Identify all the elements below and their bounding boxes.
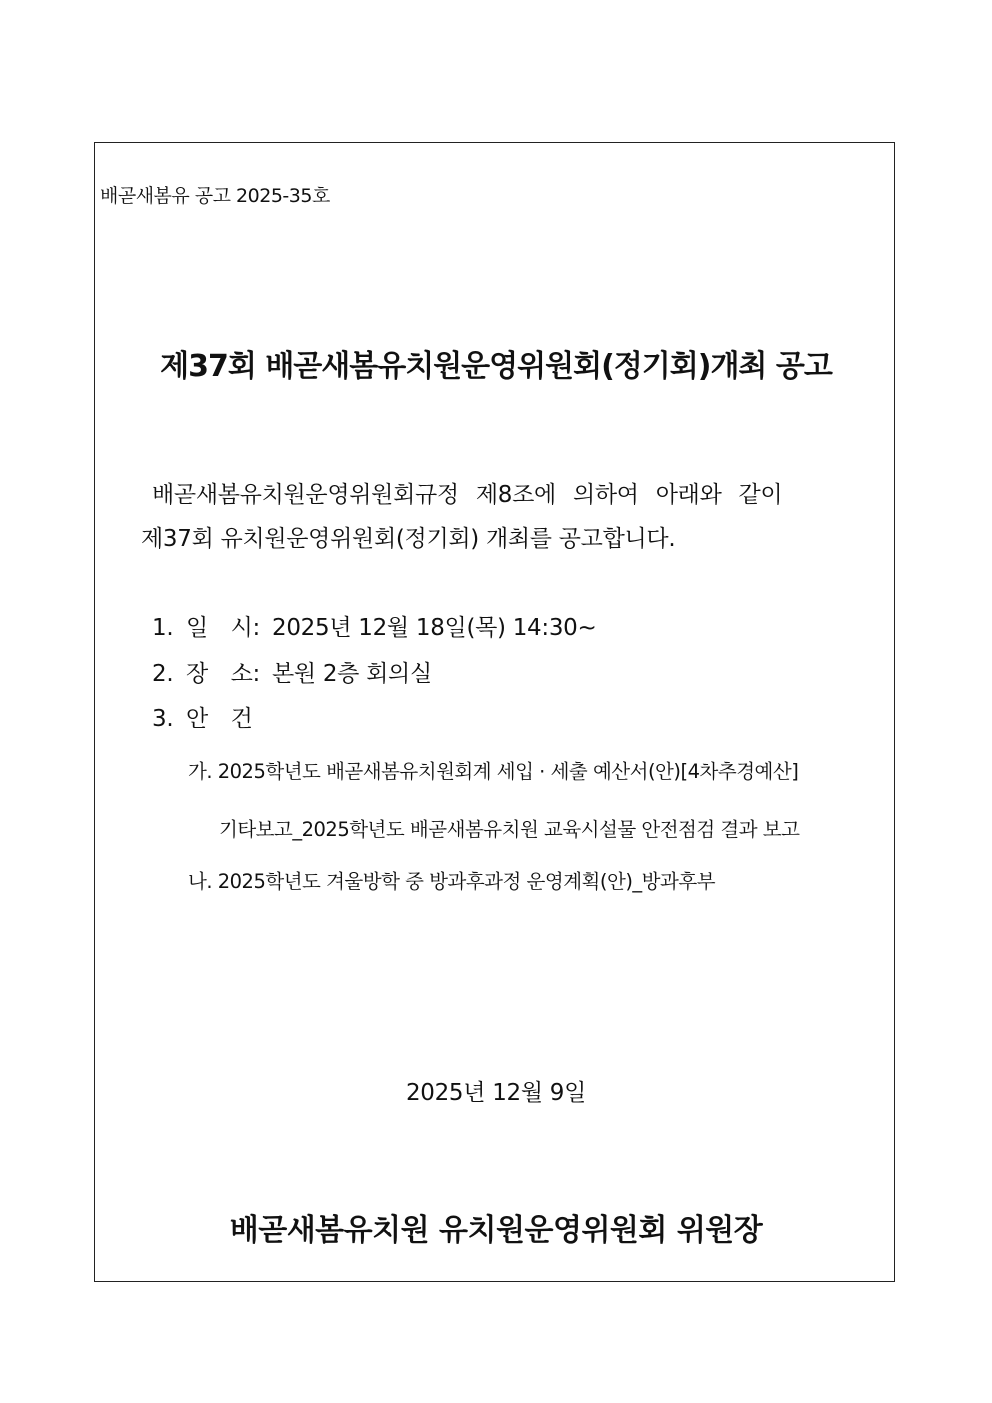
item-value: 2025년 12월 18일(목) 14:30~ [272,615,597,641]
page-title: 제37회 배곧새봄유치원운영위원회(정기회)개최 공고 [160,349,832,384]
signature-line: 배곧새봄유치원 유치원운영위원회 위원장 [229,1213,763,1248]
item-value: 본원 2층 회의실 [272,661,432,687]
list-item-agenda [152,700,272,733]
notice-date: 2025년 12월 9일 [405,1080,587,1106]
list-item-datetime [152,609,596,642]
body-text-line-1: 배곧새봄유치원운영위원회규정 제8조에 의하여 아래와 같이 [152,482,783,508]
item-label: 안 건 [186,706,253,732]
item-number: 1. [152,615,174,641]
item-number: 3. [152,706,174,732]
item-number: 2. [152,661,174,687]
list-item-place [152,655,432,688]
body-text-line-2: 제37회 유치원운영위원회(정기회) 개최를 공고합니다. [141,526,676,552]
item-label: 일 시: [186,615,260,641]
agenda-item-a-sub: 기타보고_2025학년도 배곧새봄유치원 교육시설물 안전점검 결과 보고 [219,818,800,841]
item-label: 장 소: [186,661,260,687]
agenda-item-b: 나. 2025학년도 겨울방학 중 방과후과정 운영계획(안)_방과후부 [188,870,716,893]
agenda-item-a: 가. 2025학년도 배곧새봄유치원회계 세입 · 세출 예산서(안)[4차추경예산] [188,760,799,783]
doc-number: 배곧새봄유 공고 2025-35호 [100,185,330,207]
